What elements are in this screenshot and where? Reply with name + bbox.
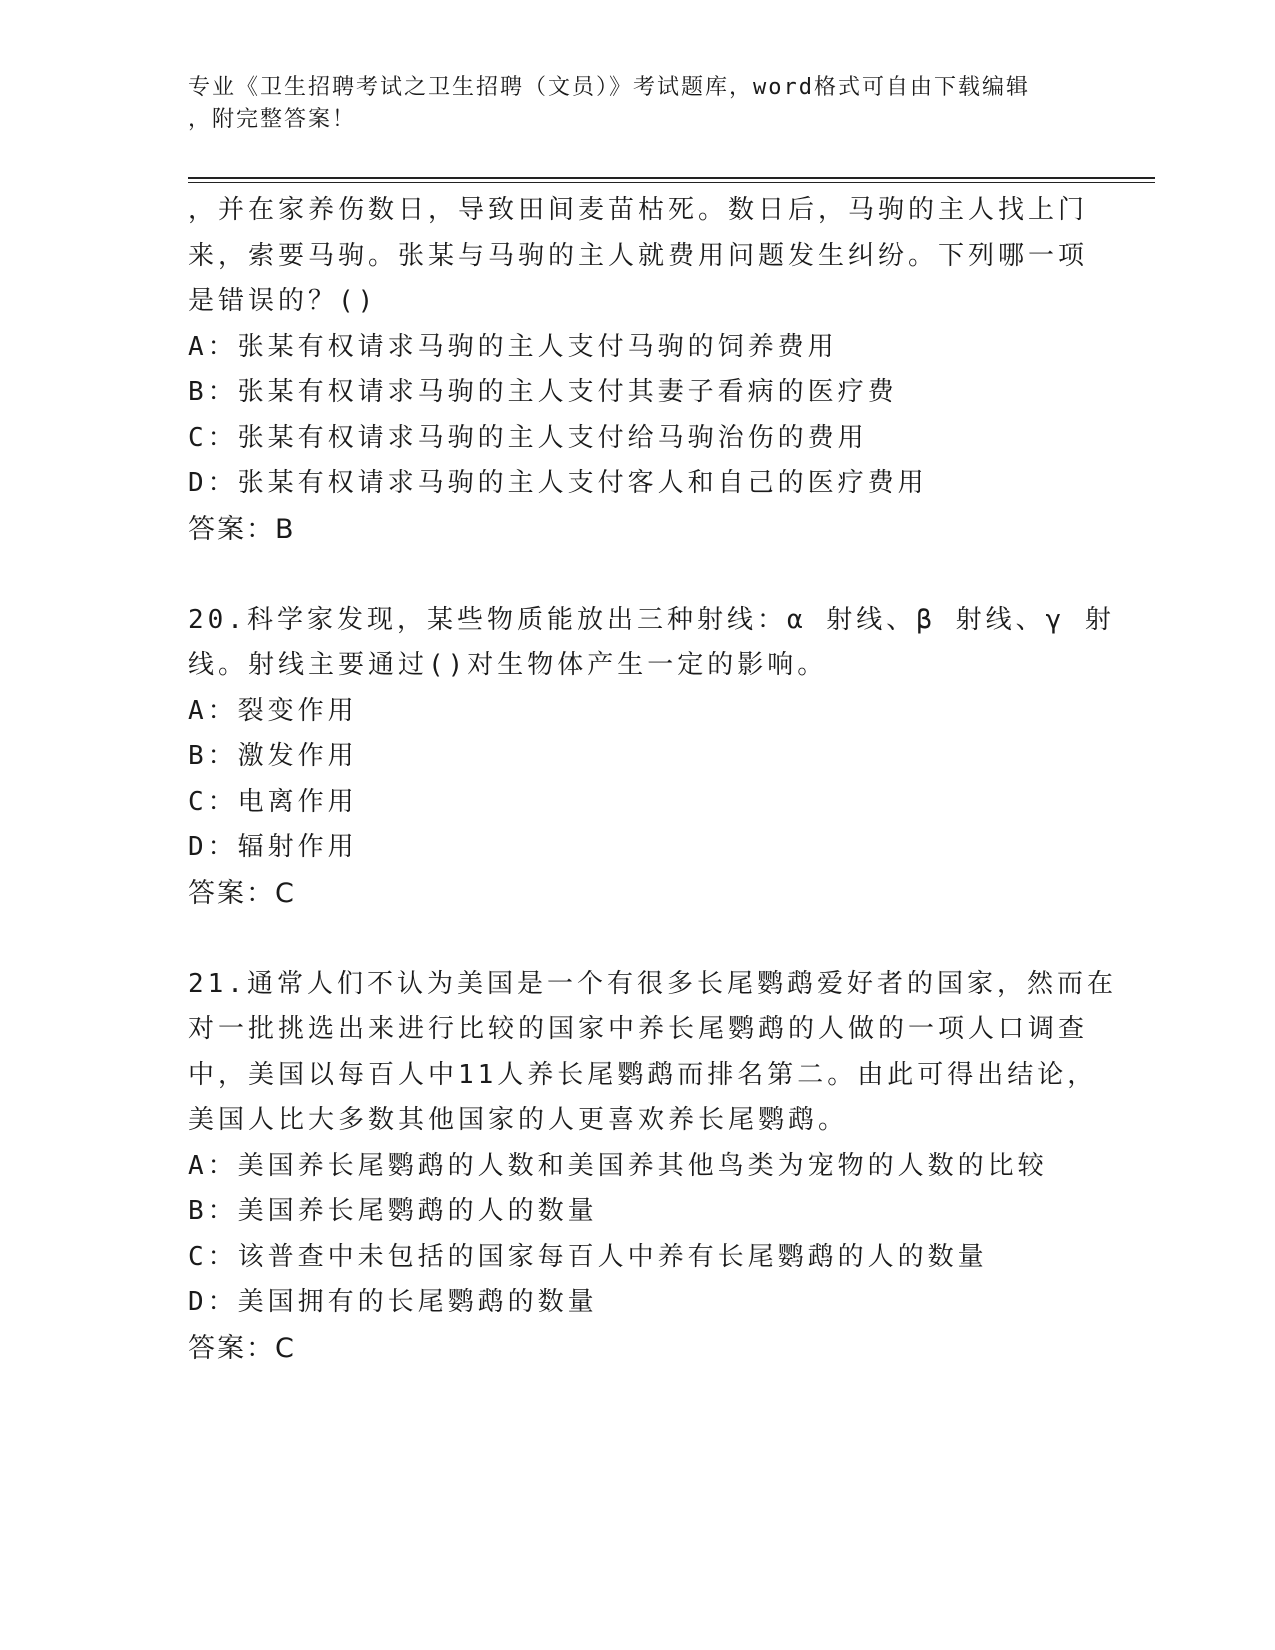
answer-label: 答案：C bbox=[188, 877, 296, 909]
question-stem-line: 是错误的？() bbox=[188, 286, 378, 316]
option-a: A：张某有权请求马驹的主人支付马驹的饲养费用 bbox=[188, 331, 838, 362]
option-b: B：张某有权请求马驹的主人支付其妻子看病的医疗费 bbox=[188, 377, 898, 407]
question-stem-line: 线。射线主要通过()对生物体产生一定的影响。 bbox=[188, 650, 828, 680]
option-d: D：美国拥有的长尾鹦鹉的数量 bbox=[188, 1287, 598, 1317]
question-stem-line: 对一批挑选出来进行比较的国家中养长尾鹦鹉的人做的一项人口调查 bbox=[188, 1014, 1089, 1044]
header-title-line-2: ，附完整答案！ bbox=[188, 107, 357, 132]
spacer bbox=[188, 916, 1068, 962]
option-c: C：张某有权请求马驹的主人支付给马驹治伤的费用 bbox=[188, 422, 868, 453]
page-header bbox=[188, 72, 1068, 136]
option-b: B：激发作用 bbox=[188, 741, 358, 771]
spacer bbox=[188, 552, 1068, 598]
option-a: A：美国养长尾鹦鹉的人数和美国养其他鸟类为宠物的人数的比较 bbox=[188, 1150, 1048, 1181]
question-list bbox=[188, 188, 1117, 1371]
question-stem-line: 来，索要马驹。张某与马驹的主人就费用问题发生纠纷。下列哪一项 bbox=[188, 240, 1089, 271]
question-stem-line: 21.通常人们不认为美国是一个有很多长尾鹦鹉爱好者的国家，然而在 bbox=[188, 968, 1117, 999]
option-a: A：裂变作用 bbox=[188, 695, 358, 726]
question-block-20 bbox=[188, 598, 1115, 917]
header-title-line-1: 专业《卫生招聘考试之卫生招聘（文员）》考试题库，word格式可自由下载编辑 bbox=[188, 75, 1030, 100]
question-stem-line: ，并在家养伤数日，导致田间麦苗枯死。数日后，马驹的主人找上门 bbox=[188, 195, 1089, 225]
option-c: C：该普查中未包括的国家每百人中养有长尾鹦鹉的人的数量 bbox=[188, 1241, 988, 1272]
header-divider bbox=[188, 177, 1155, 183]
option-d: D：张某有权请求马驹的主人支付客人和自己的医疗费用 bbox=[188, 468, 928, 498]
option-d: D：辐射作用 bbox=[188, 832, 358, 862]
option-b: B：美国养长尾鹦鹉的人的数量 bbox=[188, 1196, 598, 1226]
question-block-21 bbox=[188, 962, 1117, 1372]
option-c: C：电离作用 bbox=[188, 786, 358, 817]
question-stem-line: 20.科学家发现，某些物质能放出三种射线：α 射线、β 射线、γ 射 bbox=[188, 604, 1115, 635]
answer-label: 答案：B bbox=[188, 513, 296, 545]
question-stem-line: 中，美国以每百人中11人养长尾鹦鹉而排名第二。由此可得出结论， bbox=[188, 1059, 1098, 1090]
question-stem-line: 美国人比大多数其他国家的人更喜欢养长尾鹦鹉。 bbox=[188, 1105, 849, 1135]
question-block-continued bbox=[188, 188, 1089, 552]
answer-label: 答案：C bbox=[188, 1332, 296, 1364]
